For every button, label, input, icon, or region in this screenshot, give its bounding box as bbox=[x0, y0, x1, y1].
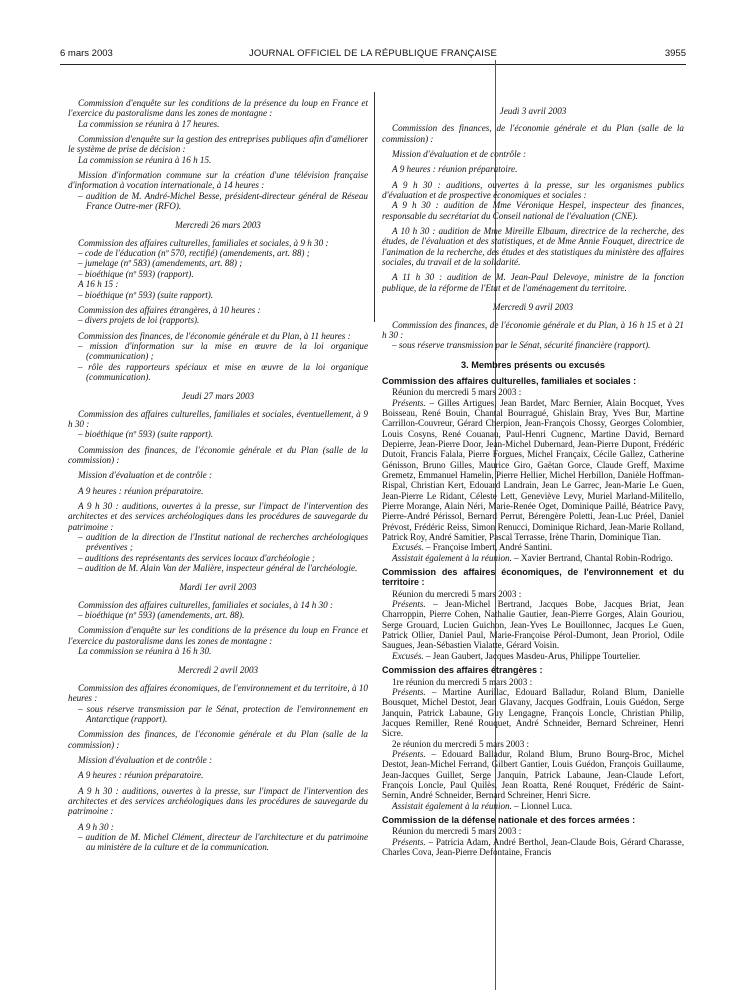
paragraph: Commission des finances, de l'économie générale et du Plan (salle de la commission) : bbox=[68, 444, 368, 465]
agenda-item: – bioéthique (nº 593) (rapport). bbox=[78, 268, 194, 279]
agenda-item: – bioéthique (nº 593) (amendements, art. 88). bbox=[78, 610, 245, 621]
paragraph: A 11 h 30 : audition de M. Jean-Paul Delevoye, ministre de la fonction publique, de la réforme de l'Etat et de l'aménagement du territoire. bbox=[382, 272, 684, 293]
paragraph: Mission d'évaluation et de contrôle : bbox=[78, 754, 212, 765]
header-rule bbox=[60, 64, 686, 65]
paragraph: Mission d'information commune sur la création d'une télévision française d'information à vocation internationale, à 14 heures : bbox=[68, 170, 368, 191]
paragraph: 1re réunion du mercredi 5 mars 2003 : bbox=[392, 676, 533, 687]
column-divider bbox=[374, 92, 375, 322]
paragraph: A 9 heures : réunion préparatoire. bbox=[78, 485, 204, 496]
paragraph: A 9 h 30 : bbox=[78, 821, 114, 832]
committee-heading: Commission de la défense nationale et des forces armées : bbox=[382, 814, 636, 825]
day-heading: Mardi 1er avril 2003 bbox=[179, 582, 257, 593]
agenda-item: – audition de M. André-Michel Besse, président-directeur général de Réseau France Outre-mer (RFO). bbox=[78, 190, 368, 212]
committee-heading: Commission des affaires étrangères : bbox=[382, 665, 543, 676]
paragraph: A 9 heures : réunion préparatoire. bbox=[392, 164, 518, 175]
paragraph: Commission des finances, de l'économie générale et du Plan, à 16 h 15 et à 21 h 30 : bbox=[382, 319, 684, 340]
attendance-paragraph bbox=[382, 542, 684, 552]
attendance-names: – Xavier Bertrand, Chantal Robin-Rodrigo. bbox=[511, 552, 673, 563]
paragraph: Commission d'enquête sur les conditions de la présence du loup en France et l'exercice du pastoralisme dans les zones de montagne : bbox=[68, 625, 368, 646]
day-heading: Jeudi 27 mars 2003 bbox=[181, 391, 255, 402]
paragraph: A 16 h 15 : bbox=[78, 279, 119, 290]
agenda-item: – sous réserve transmission par le Sénat, sécurité financière (rapport). bbox=[392, 340, 651, 351]
paragraph: Commission des affaires étrangères, à 10 heures : bbox=[78, 304, 261, 315]
paragraph: Commission d'enquête sur la gestion des entreprises publiques afin d'améliorer le système de prise de décision : bbox=[68, 134, 368, 155]
paragraph: Réunion du mercredi 5 mars 2003 : bbox=[392, 588, 522, 599]
attendance-names: – Gilles Artigues, Jean Bardet, Marc Bernier, Alain Bocquet, Yves Boisseau, René Bouin, Chantal Bourragué, Ghislain Bray, Yves Bur, Martine Carrillon-Couvreur, Gérard Cherpion, Jean-François Chossy, Georges Colombier, Louis Cosyns, René Couanau, Paul-Henri Cugnenc, Martine David, Bernard Depierre, Jean-Pierre Door, Jean-Michel Dubernard, Jean-Pierre Dupont, Frédéric Dutoit, Francis Falala, Pierre Forgues, Michel Françaix, Cécile Gallez, Catherine Génisson, Bruno Gilles, Maurice Giro, Gaëtan Gorce, Claude Greff, Maxime Gremetz, Emmanuel Hamelin, Pierre Hellier, Michel Herbillon, Danièle Hoffman-Rispal, Christian Kert, Edouard Landrain, Jean Le Garrec, Jean-Marie Le Guen, Jean-Pierre Le Ridant, Céleste Lett, Geneviève Levy, Muriel Marland-Militello, Pierre Morange, Alain Néri, Marie-Renée Oget, Dominique Paillé, Béatrice Pavy, Pierre-André Périssol, Bernard Perrut, Bérengère Poletti, Jean-Luc Préel, Daniel Prévost, Frédéric Reiss, Simon Renucci, Dominique Richard, Jean-Marie Rolland, Patrick Roy, André Samitier, Pascal Terrasse, Irène Tharin, Dominique Tian. bbox=[382, 397, 684, 543]
agenda-item: – auditions des représentants des services locaux d'archéologie ; bbox=[78, 552, 315, 563]
agenda-item: – sous réserve transmission par le Sénat, protection de l'environnement en Antarctique (rapport). bbox=[78, 703, 368, 724]
attendance-paragraph bbox=[382, 599, 684, 651]
attendance-label: Présents. bbox=[392, 836, 426, 847]
left-column bbox=[68, 98, 368, 978]
day-heading: Mercredi 2 avril 2003 bbox=[177, 665, 259, 676]
attendance-label: Excusés. bbox=[392, 542, 424, 553]
attendance-label: Présents. bbox=[392, 599, 426, 610]
day-heading: Mercredi 26 mars 2003 bbox=[175, 220, 261, 231]
agenda-item: – audition de la direction de l'Institut national de recherches archéologiques préventives ; bbox=[78, 532, 368, 553]
attendance-paragraph bbox=[382, 553, 684, 563]
committee-heading: Commission des affaires économiques, de l'environnement et du territoire : bbox=[382, 567, 684, 588]
agenda-item: – rôle des rapporteurs spéciaux et mise en œuvre de la loi organique (communication). bbox=[78, 361, 368, 382]
agenda-item: – mission d'information sur la mise en œuvre de la loi organique (communication) ; bbox=[78, 340, 368, 362]
paragraph: Commission d'enquête sur les conditions de la présence du loup en France et l'exercice du pastoralisme dans les zones de montagne : bbox=[68, 98, 368, 119]
attendance-names: – Edouard Balladur, Roland Blum, Bruno Bourg-Broc, Michel Destot, Jean-Michel Ferrand, Gilbert Gantier, Louis Guédon, François Guillaume, Jean-Jacques Guillet, Serge Janquin, Patrick Labaune, Jean-Claude Lefort, François Loncle, Paul Quilès, Jean Roatta, René Rouquet, Frédéric de Saint-Sernin, André Schneider, Bernard Schreiner, Henri Sicre. bbox=[382, 748, 684, 801]
attendance-label: Excusés. bbox=[392, 650, 424, 661]
attendance-label: Assistait également à la réunion. bbox=[392, 800, 512, 811]
attendance-label: Présents. bbox=[392, 748, 426, 759]
attendance-paragraph bbox=[382, 837, 684, 858]
paragraph: Mission d'évaluation et de contrôle : bbox=[392, 149, 526, 160]
attendance-paragraph bbox=[382, 398, 684, 543]
paragraph: A 9 h 30 : audition de Mme Véronique Hespel, inspecteur des finances, responsable du secrétariat du Conseil national de l'évaluation (CNE). bbox=[382, 200, 684, 221]
attendance-label: Présents. bbox=[392, 397, 426, 408]
agenda-item: – audition de M. Alain Van der Malière, inspecteur général de l'archéologie. bbox=[78, 563, 358, 574]
section-heading: 3. Membres présents ou excusés bbox=[460, 359, 605, 370]
paragraph: Commission des affaires culturelles, familiales et sociales, éventuellement, à 9 h 30 : bbox=[68, 408, 368, 429]
paragraph: A 10 h 30 : audition de Mme Mireille Elbaum, directrice de la recherche, des études, de l'évaluation et des statistiques, et de Mme Annie Fouquet, directrice de l'animation de la recherche, des études et des statistiques du ministère des affaires sociales, du travail et de la solidarité. bbox=[382, 226, 684, 268]
day-heading: Jeudi 3 avril 2003 bbox=[499, 106, 567, 116]
paragraph: 2e réunion du mercredi 5 mars 2003 : bbox=[392, 738, 530, 749]
attendance-paragraph bbox=[382, 651, 684, 661]
attendance-names: – Jean Gaubert, Jacques Masdeu-Arus, Philippe Tourtelier. bbox=[423, 650, 641, 661]
agenda-item: – divers projets de loi (rapports). bbox=[78, 315, 200, 326]
attendance-label: Assistait également à la réunion. bbox=[392, 552, 512, 563]
header-date: 6 mars 2003 bbox=[60, 48, 113, 59]
agenda-item: – bioéthique (nº 593) (suite rapport). bbox=[78, 289, 214, 300]
agenda-item: – audition de M. Michel Clément, directeur de l'architecture et du patrimoine au ministère de la culture et de la communication. bbox=[78, 831, 368, 853]
attendance-names: – Lionnel Luca. bbox=[511, 800, 573, 811]
attendance-label: Présents. bbox=[392, 686, 426, 697]
paragraph: A 9 h 30 : auditions, ouvertes à la presse, sur l'impact de l'intervention des architectes et des services archéologiques dans les procédures de sauvegarde du patrimoine : bbox=[68, 501, 368, 532]
paragraph: A 9 h 30 : auditions, ouvertes à la presse, sur les organismes publics d'évaluation et de prospective économiques et sociales : bbox=[382, 179, 684, 201]
agenda-item: – jumelage (nº 583) (amendements, art. 88) ; bbox=[78, 258, 243, 269]
paragraph: Commission des finances, de l'économie générale et du Plan, à 11 heures : bbox=[78, 330, 351, 341]
committee-heading: Commission des affaires culturelles, familiales et sociales : bbox=[382, 375, 637, 386]
attendance-names: – Patricia Adam, André Berthol, Jean-Claude Bois, Gérard Charasse, Charles Cova, Jean-Pierre Defontaine, Francis bbox=[382, 836, 684, 857]
paragraph: La commission se réunira à 16 h 30. bbox=[78, 646, 212, 657]
page-header bbox=[60, 48, 686, 62]
paragraph: Commission des finances, de l'économie générale et du Plan (salle de la commission) : bbox=[382, 123, 684, 144]
paragraph: Commission des affaires culturelles, familiales et sociales, à 9 h 30 : bbox=[78, 237, 329, 248]
attendance-paragraph bbox=[382, 749, 684, 801]
journal-title: JOURNAL OFFICIEL DE LA RÉPUBLIQUE FRANÇAISE bbox=[248, 48, 498, 59]
page-number: 3955 bbox=[664, 48, 686, 59]
paragraph: Réunion du mercredi 5 mars 2003 : bbox=[392, 387, 522, 398]
paragraph: A 9 heures : réunion préparatoire. bbox=[78, 770, 204, 781]
right-column bbox=[382, 97, 684, 992]
agenda-item: – code de l'éducation (nº 570, rectifié) (amendements, art. 88) ; bbox=[78, 248, 310, 259]
paragraph: La commission se réunira à 16 h 15. bbox=[78, 154, 212, 165]
attendance-names: – Jean-Michel Bertrand, Jacques Bobe, Jacques Briat, Jean Charroppin, Pierre Cohen, Nathalie Gautier, Jean-Pierre Gorges, Alain Gouriou, Serge Grouard, Lucien Guichon, Jean-Yves Le Bouillonnec, Jacques Le Guen, Patrick Ollier, Daniel Paul, Marie-Françoise Pérol-Dumont, Jean Proriol, Odile Saugues, Jean-Sébastien Vialatte, Gérard Voisin. bbox=[382, 599, 684, 651]
paragraph: Réunion du mercredi 5 mars 2003 : bbox=[392, 826, 522, 837]
attendance-names: – Françoise Imbert, André Santini. bbox=[423, 542, 553, 553]
paragraph: Commission des finances, de l'économie générale et du Plan (salle de la commission) : bbox=[68, 729, 368, 750]
paragraph: Mission d'évaluation et de contrôle : bbox=[78, 470, 212, 481]
paragraph: A 9 h 30 : auditions, ouvertes à la presse, sur l'impact de l'intervention des architectes et des services archéologiques dans les procédures de sauvegarde du patrimoine : bbox=[68, 785, 368, 817]
day-heading: Mercredi 9 avril 2003 bbox=[492, 302, 574, 313]
paragraph: La commission se réunira à 17 heures. bbox=[78, 118, 220, 129]
paragraph: Commission des affaires économiques, de l'environnement et du territoire, à 10 heures : bbox=[68, 682, 368, 704]
attendance-paragraph bbox=[382, 687, 684, 739]
agenda-item: – bioéthique (nº 593) (suite rapport). bbox=[78, 429, 214, 440]
attendance-paragraph bbox=[382, 801, 684, 811]
paragraph: Commission des affaires culturelles, familiales et sociales, à 14 h 30 : bbox=[78, 599, 334, 610]
attendance-names: – Martine Aurillac, Edouard Balladur, Roland Blum, Danielle Bousquet, Michel Destot, Jean Glavany, Jacques Godfrain, Louis Guédon, Serge Janquin, Patrick Labaune, Guy Lengagne, François Loncle, Christian Philip, Jacques Remiller, René Rouquet, André Schneider, Bernard Schreiner, Henri Sicre. bbox=[382, 686, 684, 739]
